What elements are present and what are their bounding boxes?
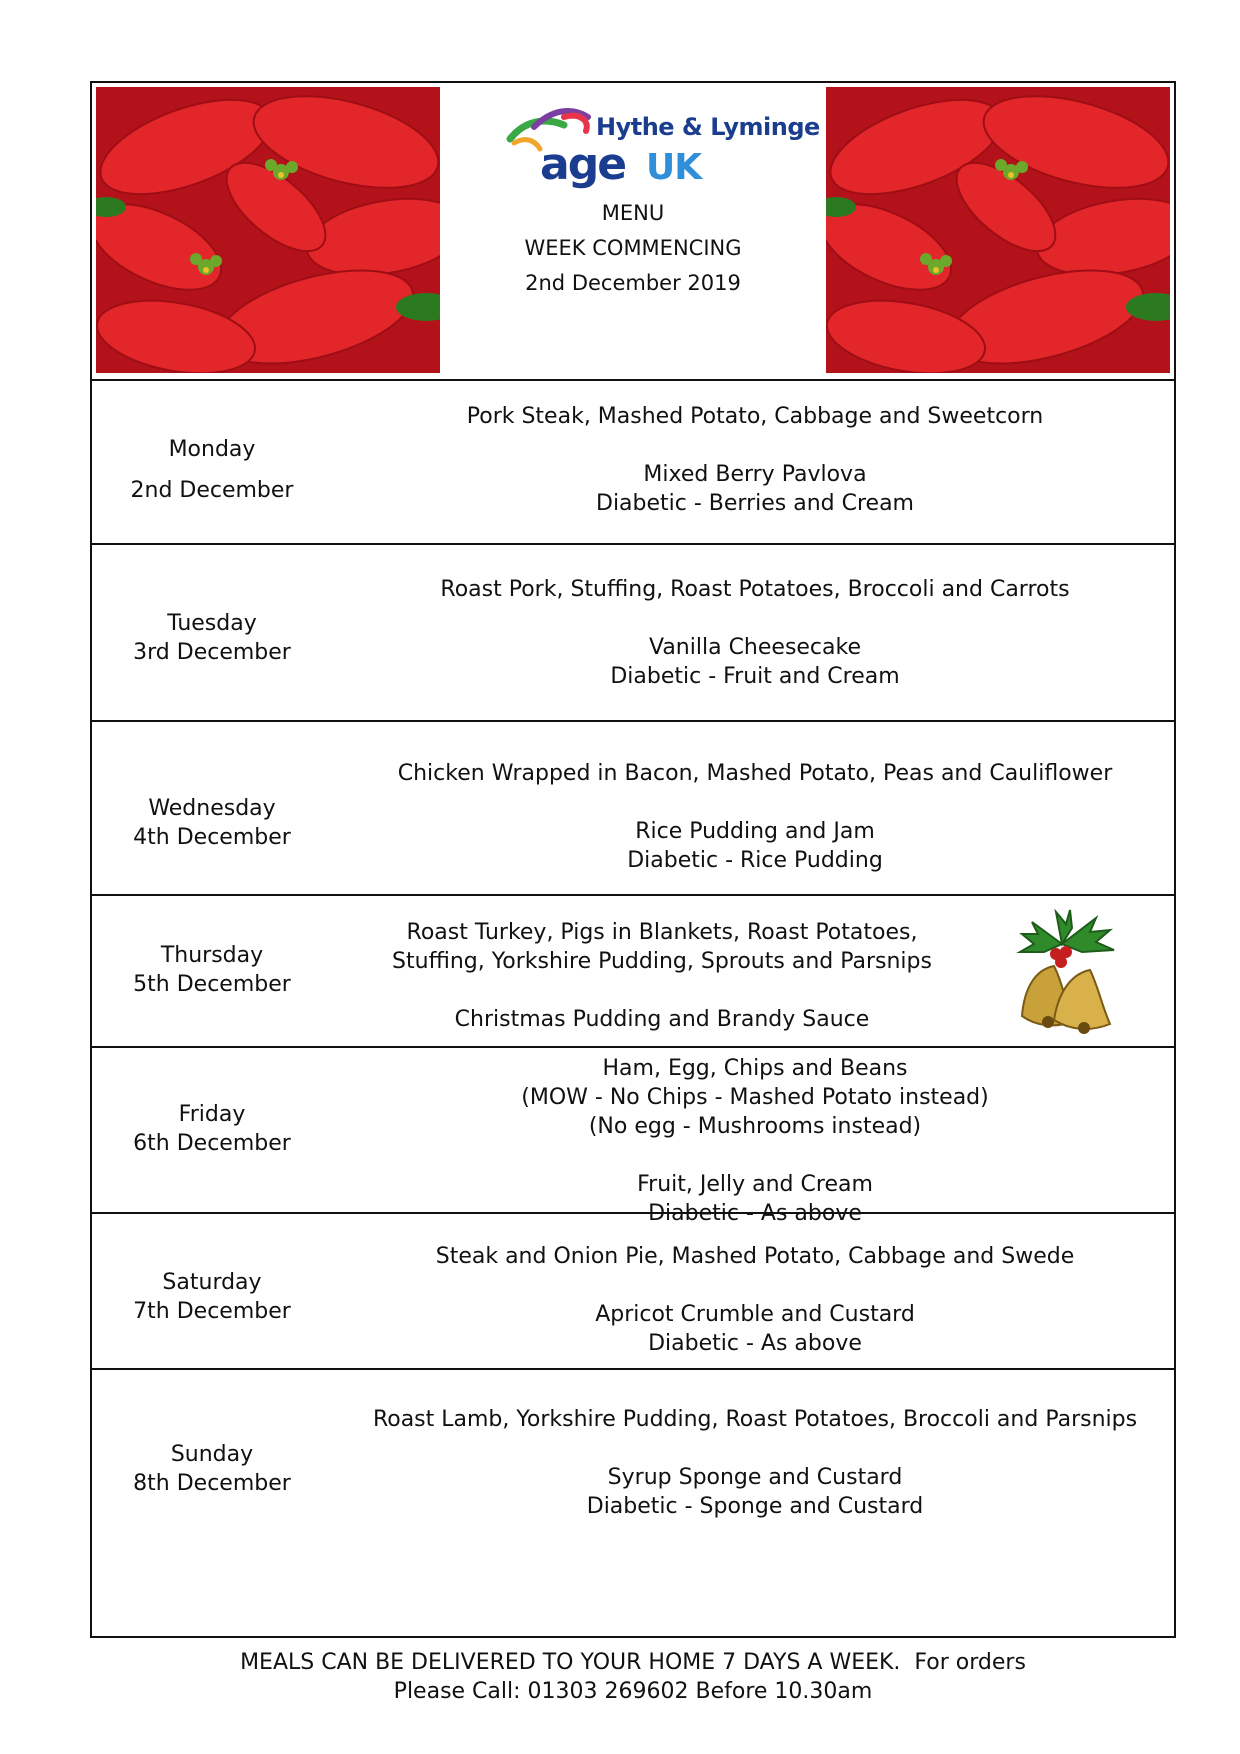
logo-age-text: age xyxy=(540,139,626,190)
day-name: Friday xyxy=(178,1102,246,1127)
logo-uk-text: UK xyxy=(646,147,702,188)
menu-row-friday xyxy=(92,1048,1174,1226)
menu-row-wednesday xyxy=(92,722,1174,896)
meal-cell xyxy=(332,918,992,1034)
main-course: Chicken Wrapped in Bacon, Mashed Potato, Peas and Cauliflower xyxy=(397,761,1113,786)
dessert: Fruit, Jelly and Cream xyxy=(637,1172,873,1197)
dessert-diabetic: Diabetic - As above xyxy=(648,1331,862,1356)
dessert: Mixed Berry Pavlova xyxy=(643,462,867,487)
delivery-note-line2: Please Call: 01303 269602 Before 10.30am xyxy=(393,1679,873,1704)
day-name: Thursday xyxy=(160,943,264,968)
main-course: Roast Lamb, Yorkshire Pudding, Roast Potatoes, Broccoli and Parsnips xyxy=(372,1407,1138,1432)
main-course: Pork Steak, Mashed Potato, Cabbage and Sweetcorn xyxy=(466,404,1044,429)
meal-cell xyxy=(332,1054,1178,1228)
christmas-bells-icon xyxy=(992,904,1132,1044)
dessert: Apricot Crumble and Custard xyxy=(595,1302,915,1327)
day-name: Sunday xyxy=(170,1442,254,1467)
day-cell xyxy=(92,435,332,505)
day-cell xyxy=(92,1440,332,1498)
meal-cell xyxy=(332,1242,1178,1358)
menu-row-saturday xyxy=(92,1214,1174,1370)
day-date: 4th December xyxy=(133,825,291,850)
day-cell xyxy=(92,794,332,852)
day-cell xyxy=(92,1100,332,1158)
meal-cell xyxy=(332,402,1178,518)
dessert-diabetic: Diabetic - As above xyxy=(648,1201,862,1226)
menu-row-sunday xyxy=(92,1370,1174,1636)
day-date: 3rd December xyxy=(133,640,291,665)
dessert-diabetic: Diabetic - Rice Pudding xyxy=(627,848,883,873)
logo-org-name: Hythe & Lyminge xyxy=(596,113,820,141)
main-course: Steak and Onion Pie, Mashed Potato, Cabbage and Swede xyxy=(435,1244,1075,1269)
poinsettia-image-right xyxy=(826,87,1170,373)
day-cell xyxy=(92,1268,332,1326)
dessert: Syrup Sponge and Custard xyxy=(607,1465,903,1490)
day-name: Saturday xyxy=(162,1270,262,1295)
delivery-note-line1: MEALS CAN BE DELIVERED TO YOUR HOME 7 DAYS A WEEK. For orders xyxy=(240,1650,1026,1675)
poinsettia-image-left xyxy=(96,87,440,373)
dessert: Christmas Pudding and Brandy Sauce xyxy=(454,1007,870,1032)
day-name: Tuesday xyxy=(167,611,257,636)
main-course: Roast Turkey, Pigs in Blankets, Roast Potatoes, xyxy=(406,920,918,945)
main-course: Ham, Egg, Chips and Beans xyxy=(602,1056,908,1081)
dessert-diabetic: Diabetic - Fruit and Cream xyxy=(610,664,900,689)
menu-sheet xyxy=(90,81,1176,1638)
menu-title: MENU xyxy=(601,201,665,225)
menu-row-thursday xyxy=(92,896,1174,1048)
main-course-note: (MOW - No Chips - Mashed Potato instead) xyxy=(521,1085,989,1110)
menu-week-date: 2nd December 2019 xyxy=(525,271,741,295)
day-date: 5th December xyxy=(133,972,291,997)
main-course: Roast Pork, Stuffing, Roast Potatoes, Broccoli and Carrots xyxy=(440,577,1070,602)
dessert: Rice Pudding and Jam xyxy=(635,819,875,844)
menu-subtitle: WEEK COMMENCING xyxy=(524,236,742,260)
day-date: 8th December xyxy=(133,1471,291,1496)
delivery-note xyxy=(90,1648,1176,1706)
meal-cell xyxy=(332,575,1178,691)
day-date: 6th December xyxy=(133,1131,291,1156)
day-name: Wednesday xyxy=(148,796,276,821)
day-date: 2nd December xyxy=(130,478,294,503)
meal-cell xyxy=(332,759,1178,875)
dessert-diabetic: Diabetic - Sponge and Custard xyxy=(586,1494,924,1519)
menu-header xyxy=(92,83,1174,381)
day-cell xyxy=(92,609,332,667)
day-date: 7th December xyxy=(133,1299,291,1324)
dessert-diabetic: Diabetic - Berries and Cream xyxy=(596,491,914,516)
main-course: Stuffing, Yorkshire Pudding, Sprouts and Parsnips xyxy=(392,949,932,974)
age-uk-logo xyxy=(504,103,820,193)
meal-cell xyxy=(332,1405,1178,1521)
dessert: Vanilla Cheesecake xyxy=(648,635,862,660)
day-name: Monday xyxy=(168,437,256,462)
day-cell xyxy=(92,941,332,999)
main-course-note: (No egg - Mushrooms instead) xyxy=(588,1114,922,1139)
menu-row-monday xyxy=(92,381,1174,545)
menu-row-tuesday xyxy=(92,545,1174,722)
